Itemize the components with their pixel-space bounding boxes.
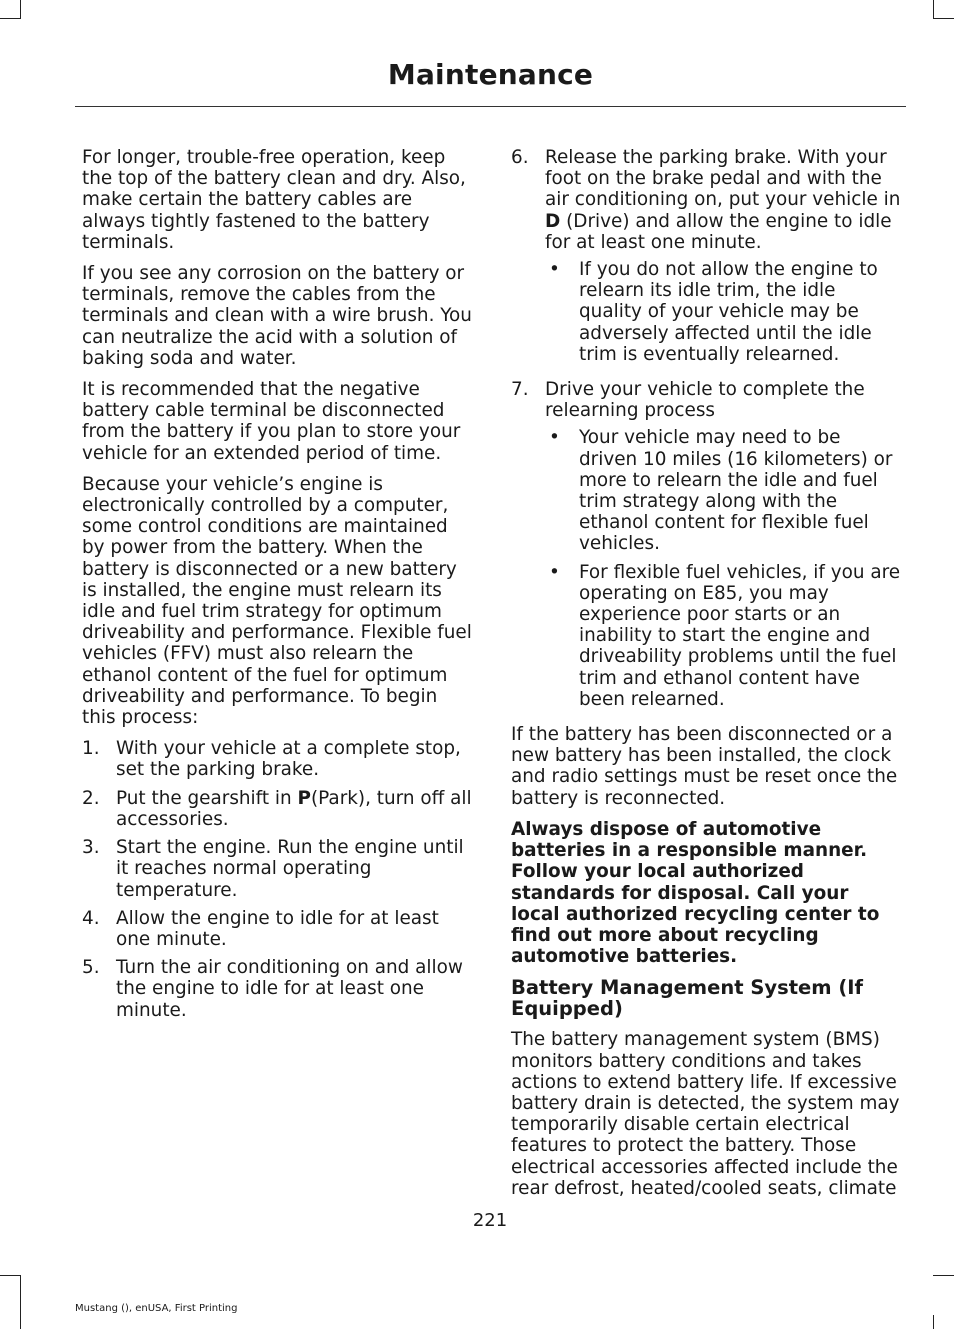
step-text-part: Release the parking brake. With your foot on the brake pedal and with the air conditioning on, put your vehicle in — [545, 147, 901, 211]
bullet-symbol: • — [549, 259, 560, 281]
bullet-symbol: • — [549, 561, 560, 583]
crop-mark — [933, 1315, 934, 1329]
step-number: 6. — [511, 147, 529, 168]
paragraph-storage: It is recommended that the negative battery cable terminal be disconnected from the battery if you plan to store your vehicle for an extended period of time. — [82, 379, 461, 464]
relearn-steps-list — [82, 738, 474, 1020]
paragraph-battery-care: For longer, trouble-free operation, keep the top of the battery clean and dry. Also, make certain the battery cables are always tightly fastened to the battery terminals. — [82, 147, 466, 253]
step-body — [545, 379, 903, 717]
gear-park-label: P — [297, 787, 311, 809]
gear-drive-label: D — [545, 210, 561, 232]
bullet-item — [545, 259, 903, 365]
step-number: 5. — [82, 957, 100, 979]
bullet-symbol: • — [549, 427, 560, 449]
list-item — [82, 957, 474, 1021]
step-text-part: (Park), turn off all accessories. — [116, 787, 472, 830]
step-text-part: Put the gearshift in — [116, 787, 298, 809]
step-body — [545, 147, 903, 372]
bullet-text: If you do not allow the engine to relearn its idle trim, the idle quality of your vehicle may be adversely affected until the idle trim is eventually relearned. — [579, 259, 878, 365]
paragraph-clock-reset: If the battery has been disconnected or a new battery has been installed, the clock and radio settings must be reset once the battery is reconnected. — [511, 724, 898, 809]
step-text — [116, 788, 474, 830]
list-item — [511, 379, 903, 717]
step-number: 3. — [82, 837, 100, 859]
paragraph-bms: The battery management system (BMS) monitors battery conditions and takes actions to extend battery life. If excessive battery drain is detected, the system may temporarily disable certain electrical features to protect the battery. Those electrical accessories affected include the rear defrost, heated/cooled seats, climate — [511, 1029, 900, 1199]
list-item — [82, 837, 474, 901]
paragraph-relearn: Because your vehicle’s engine is electronically controlled by a computer, some control conditions are maintained by power from the battery. When the battery is disconnected or a new battery is installed, the engine must relearn its idle and fuel trim strategy for optimum driveability and performance. Flexible fuel vehicles (FFV) must also relearn the ethanol content of the fuel for optimum driveability and performance. To begin this process: — [82, 473, 472, 729]
step-text-part: (Drive) and allow the engine to idle for at least one minute. — [545, 210, 892, 253]
list-item — [82, 788, 474, 830]
bullet-item — [545, 562, 903, 710]
step-text: Drive your vehicle to complete the relearning process — [545, 379, 865, 422]
section-heading: Battery Management System (If Equipped) — [511, 976, 863, 1021]
bullet-item — [545, 427, 903, 554]
step-text: With your vehicle at a complete stop, set the parking brake. — [116, 738, 461, 781]
page-number: 221 — [472, 1210, 508, 1231]
list-item — [511, 147, 903, 372]
page-title: Maintenance — [387, 58, 594, 91]
right-column — [511, 147, 903, 1209]
step-text: Start the engine. Run the engine until it reaches normal operating temperature. — [116, 837, 464, 901]
list-item — [82, 908, 474, 950]
crop-mark — [20, 1275, 21, 1329]
bullet-text: Your vehicle may need to be driven 10 miles (16 kilometers) or more to relearn the idle and fuel trim strategy along with the ethanol content for flexible fuel vehicles. — [579, 427, 893, 555]
step-number: 7. — [511, 379, 529, 401]
step-number: 4. — [82, 907, 100, 929]
bullet-text: For flexible fuel vehicles, if you are operating on E85, you may experience poor starts or an inability to start the engine and driveability problems until the fuel trim and ethanol content have been relearned. — [579, 561, 901, 710]
step-text: Allow the engine to idle for at least one minute. — [116, 907, 439, 950]
crop-mark — [0, 18, 20, 19]
crop-mark — [933, 18, 954, 19]
step-number: 2. — [82, 787, 100, 809]
header-divider — [75, 106, 906, 107]
crop-mark — [0, 1275, 20, 1276]
step-text: Turn the air conditioning on and allow the engine to idle for at least one minute. — [116, 957, 463, 1021]
crop-mark — [933, 1275, 954, 1276]
step-number: 1. — [82, 738, 100, 760]
crop-mark — [20, 0, 21, 19]
footer-text: Mustang (), enUSA, First Printing — [75, 1303, 238, 1314]
left-column — [82, 147, 474, 1031]
paragraph-corrosion: If you see any corrosion on the battery or terminals, remove the cables from the terminals and clean with a wire brush. You can neutralize the acid with a solution of baking soda and water. — [82, 263, 472, 369]
disposal-notice: Always dispose of automotive batteries in a responsible manner. Follow your local authorized standards for disposal. Call your local authorized recycling center to find out more about recycling automotive batteries. — [511, 818, 880, 968]
list-item — [82, 738, 474, 780]
crop-mark — [933, 0, 934, 19]
